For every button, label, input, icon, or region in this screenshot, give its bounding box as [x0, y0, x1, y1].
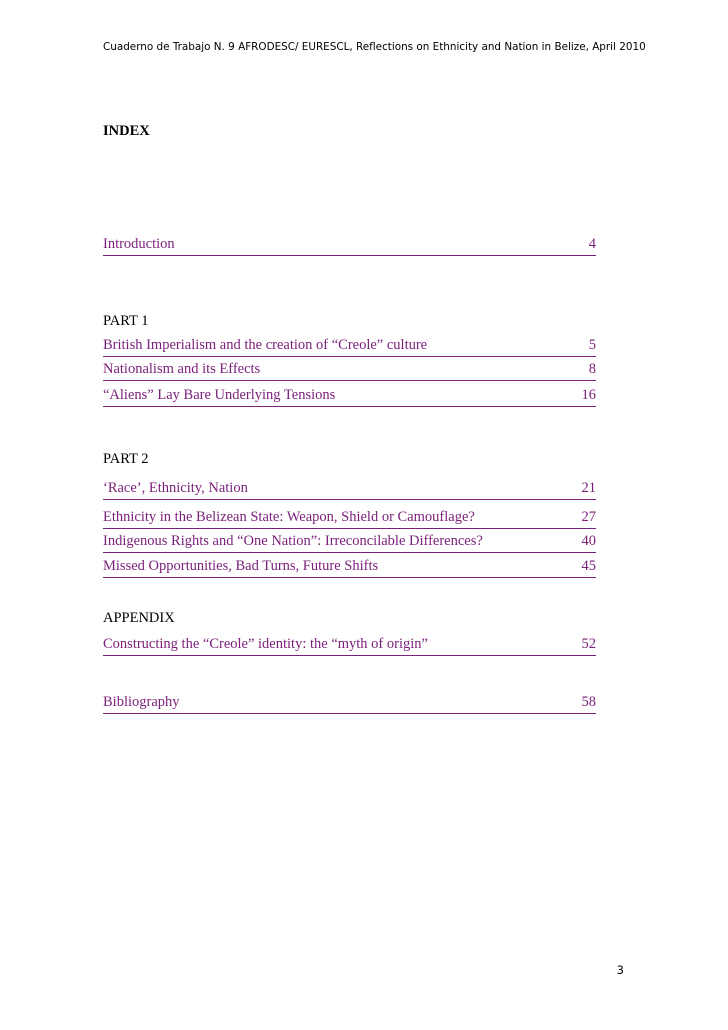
toc-entry-aliens[interactable]: [103, 387, 596, 407]
toc-entry-page: 27: [581, 509, 596, 525]
part1-heading: PART 1: [103, 313, 149, 329]
toc-entry-label: ‘Race’, Ethnicity, Nation: [103, 480, 248, 496]
toc-entry-ethnicity-belizean-state[interactable]: [103, 509, 596, 529]
toc-entry-missed-opportunities[interactable]: [103, 558, 596, 578]
toc-entry-label: Ethnicity in the Belizean State: Weapon, Shield or Camouflage?: [103, 509, 475, 525]
toc-entry-page: 45: [581, 558, 596, 574]
toc-entry-label: Bibliography: [103, 694, 180, 710]
running-header: Cuaderno de Trabajo N. 9 AFRODESC/ EURESCL, Reflections on Ethnicity and Nation in Belize, April 2010: [103, 41, 646, 53]
toc-entry-constructing-creole[interactable]: [103, 636, 596, 656]
toc-entry-label: Missed Opportunities, Bad Turns, Future Shifts: [103, 558, 379, 574]
toc-entry-page: 16: [581, 387, 596, 403]
page-number: 3: [616, 963, 624, 977]
toc-entry-label: Constructing the “Creole” identity: the “myth of origin”: [103, 636, 428, 652]
index-title: INDEX: [103, 123, 150, 139]
toc-entry-page: 52: [581, 636, 596, 652]
toc-entry-page: 4: [588, 236, 596, 252]
toc-entry-bibliography[interactable]: [103, 694, 596, 714]
toc-entry-label: Indigenous Rights and “One Nation”: Irreconcilable Differences?: [103, 533, 483, 549]
toc-entry-introduction[interactable]: [103, 236, 596, 256]
toc-entry-nationalism[interactable]: [103, 361, 596, 381]
toc-entry-page: 58: [581, 694, 596, 710]
toc-entry-page: 21: [581, 480, 596, 496]
toc-entry-page: 5: [588, 337, 596, 353]
appendix-heading: APPENDIX: [103, 610, 175, 626]
toc-entry-page: 8: [588, 361, 596, 377]
toc-entry-page: 40: [581, 533, 596, 549]
toc-entry-label: British Imperialism and the creation of “Creole” culture: [103, 337, 428, 353]
part2-heading: PART 2: [103, 451, 149, 467]
toc-entry-indigenous-rights[interactable]: [103, 533, 596, 553]
toc-entry-label: Introduction: [103, 236, 175, 252]
toc-entry-label: Nationalism and its Effects: [103, 361, 261, 377]
toc-entry-race-ethnicity-nation[interactable]: [103, 480, 596, 500]
toc-entry-label: “Aliens” Lay Bare Underlying Tensions: [103, 387, 336, 403]
toc-entry-british-imperialism[interactable]: [103, 337, 596, 357]
